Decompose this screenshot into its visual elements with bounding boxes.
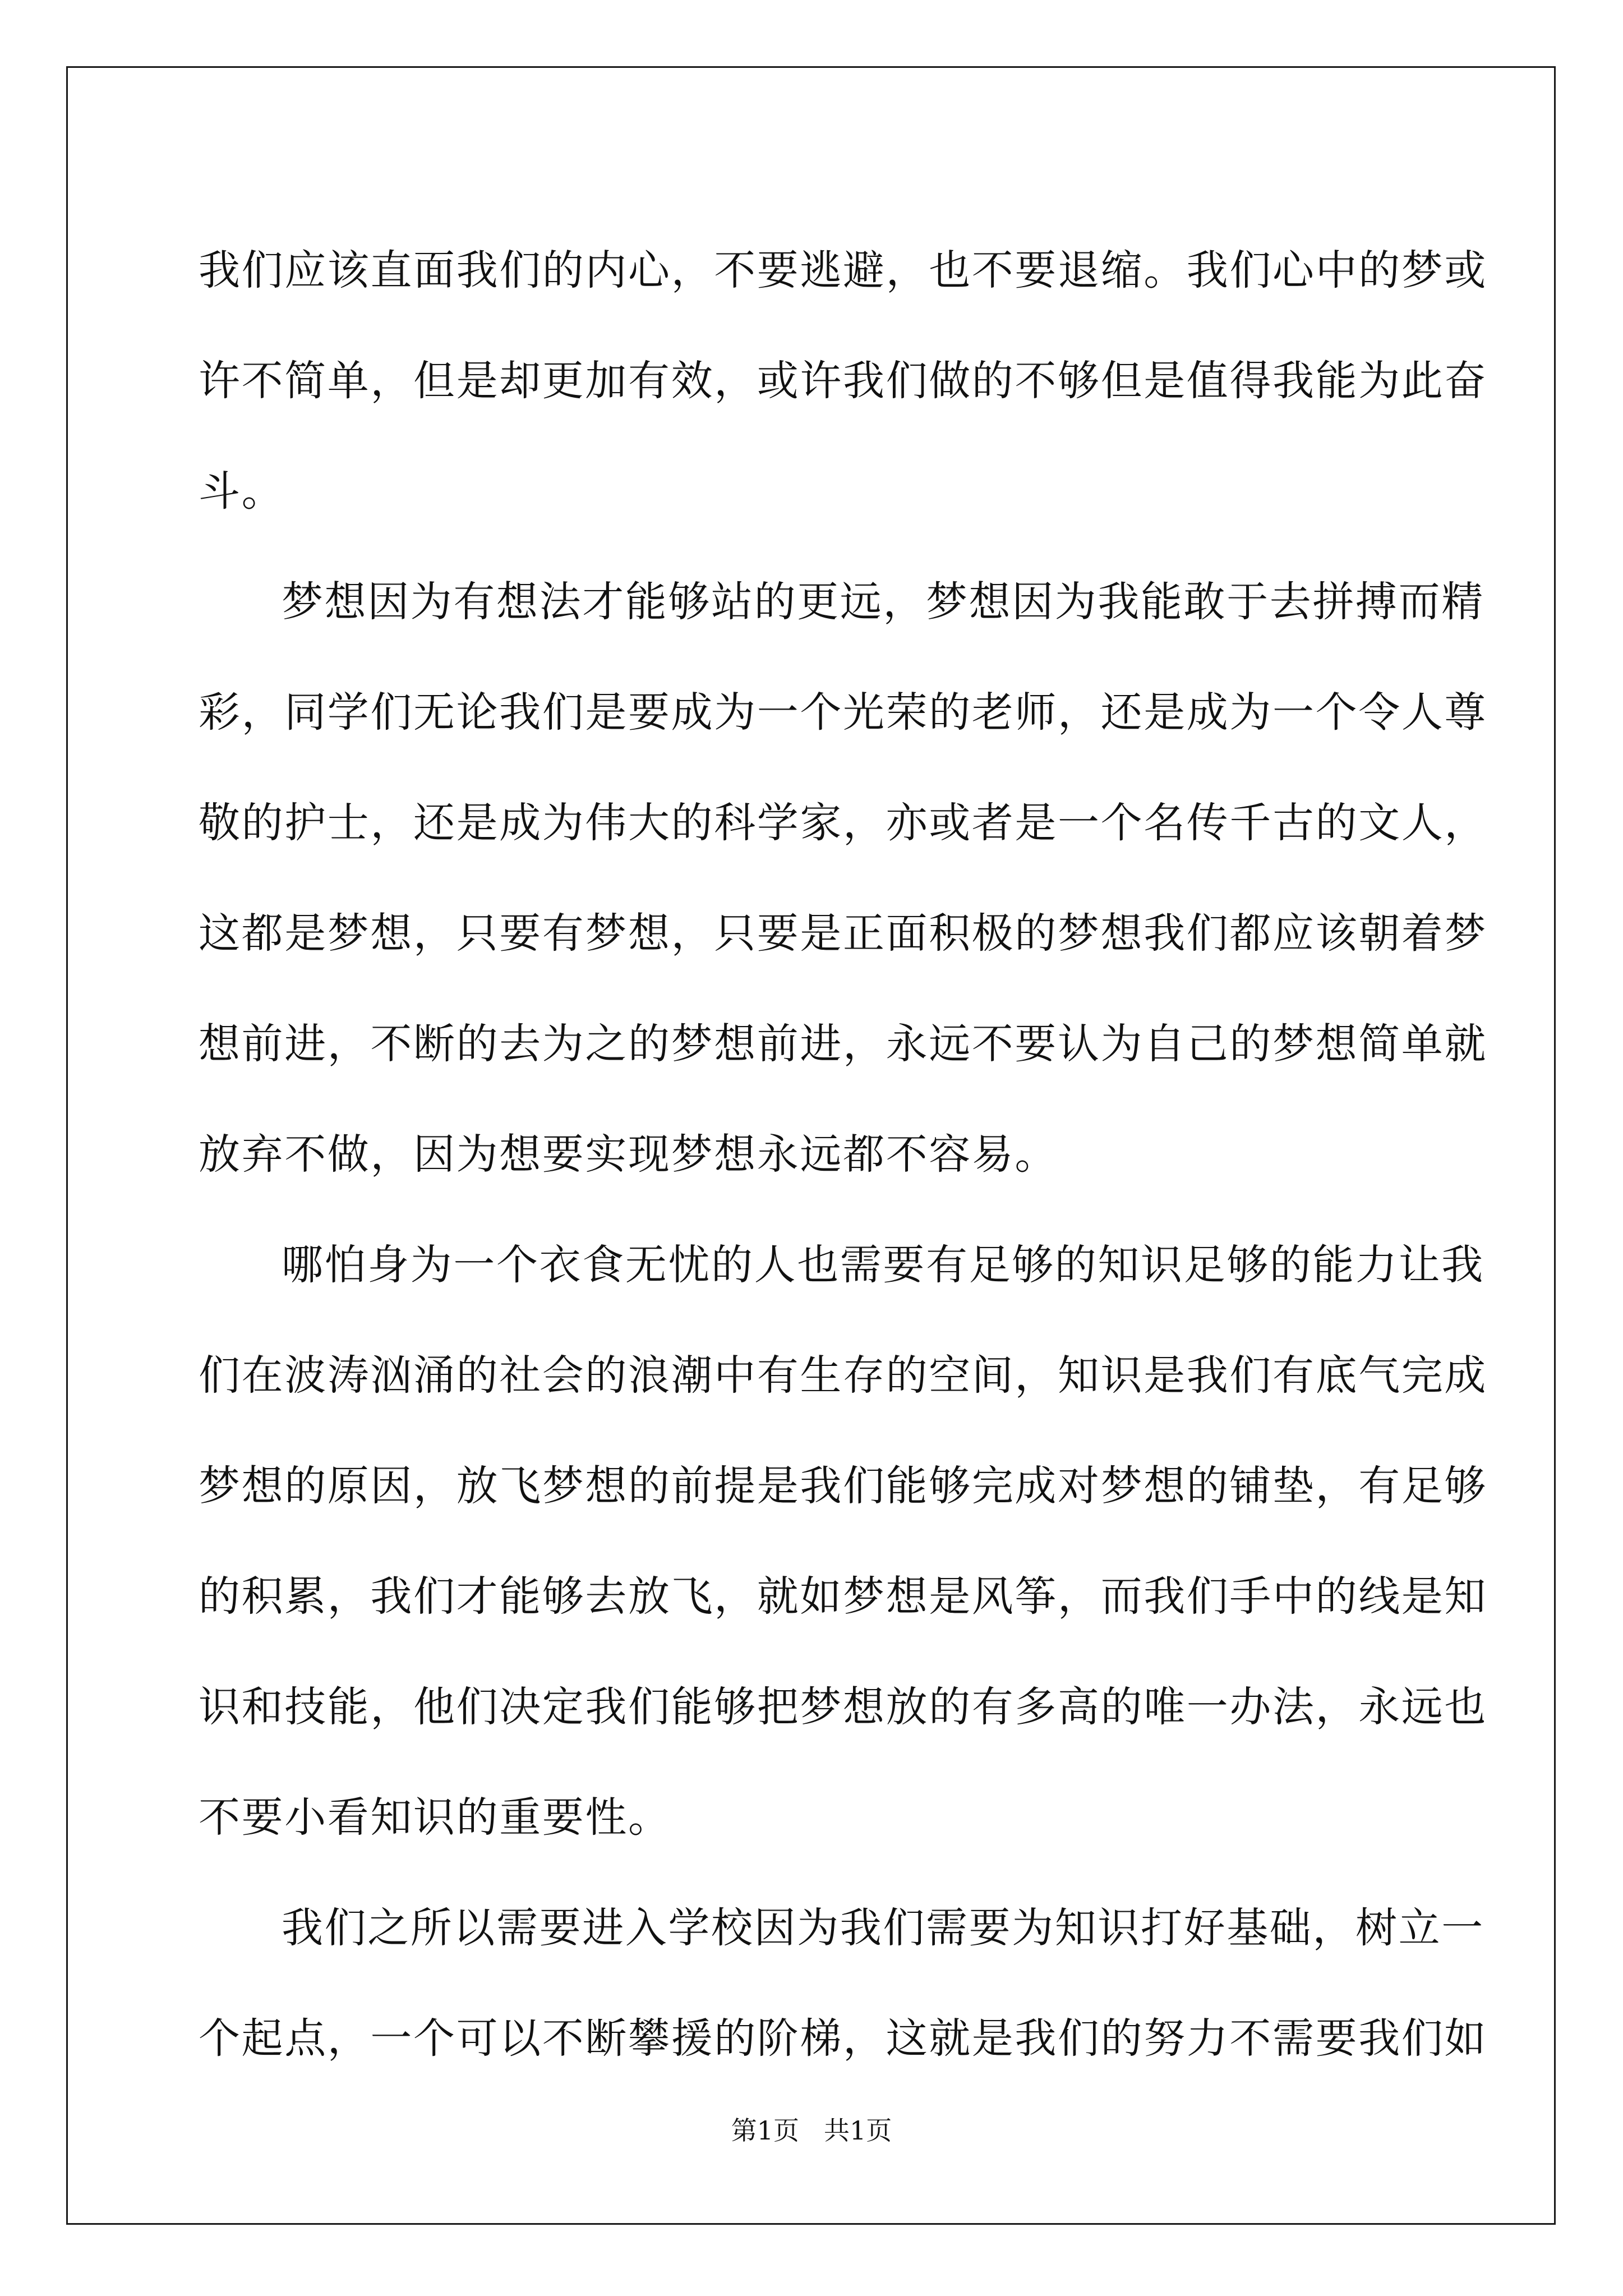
paragraph-3 bbox=[199, 1210, 1487, 1873]
text-line: 斗。 bbox=[199, 467, 285, 516]
document-body bbox=[199, 215, 1487, 2094]
total-pages: 共1页 bbox=[823, 2115, 892, 2146]
text-line: 敬的护士，还是成为伟大的科学家，亦或者是一个名传千古的文人， bbox=[199, 799, 1487, 847]
footer-gap bbox=[799, 2115, 824, 2146]
text-line: 的积累，我们才能够去放飞，就如梦想是风筝，而我们手中的线是知 bbox=[199, 1572, 1487, 1621]
text-line: 这都是梦想，只要有梦想，只要是正面积极的梦想我们都应该朝着梦 bbox=[199, 909, 1487, 958]
text-line: 哪怕身为一个衣食无忧的人也需要有足够的知识足够的能力让我 bbox=[282, 1241, 1484, 1289]
text-line: 彩，同学们无论我们是要成为一个光荣的老师，还是成为一个令人尊 bbox=[199, 688, 1487, 737]
text-line: 梦想的原因，放飞梦想的前提是我们能够完成对梦想的铺垫，有足够 bbox=[199, 1462, 1487, 1510]
text-line: 们在波涛汹涌的社会的浪潮中有生存的空间，知识是我们有底气完成 bbox=[199, 1351, 1487, 1400]
text-line: 许不简单，但是却更加有效，或许我们做的不够但是值得我能为此奋 bbox=[199, 357, 1487, 405]
paragraph-1 bbox=[199, 215, 1487, 547]
text-line: 放弃不做，因为想要实现梦想永远都不容易。 bbox=[199, 1130, 1058, 1179]
text-line: 梦想因为有想法才能够站的更远，梦想因为我能敢于去拼搏而精 bbox=[282, 578, 1484, 626]
text-line: 想前进，不断的去为之的梦想前进，永远不要认为自己的梦想简单就 bbox=[199, 1020, 1487, 1068]
page-footer bbox=[0, 2114, 1623, 2147]
text-line: 识和技能，他们决定我们能够把梦想放的有多高的唯一办法，永远也 bbox=[199, 1683, 1487, 1731]
text-line: 我们应该直面我们的内心，不要逃避，也不要退缩。我们心中的梦或 bbox=[199, 246, 1487, 295]
text-line: 个起点，一个可以不断攀援的阶梯，这就是我们的努力不需要我们如 bbox=[199, 2014, 1487, 2063]
text-line: 不要小看知识的重要性。 bbox=[199, 1793, 671, 1842]
paragraph-4 bbox=[199, 1873, 1487, 2094]
page-number: 第1页 bbox=[731, 2115, 800, 2146]
paragraph-2 bbox=[199, 547, 1487, 1210]
text-line: 我们之所以需要进入学校因为我们需要为知识打好基础，树立一 bbox=[282, 1904, 1484, 1952]
